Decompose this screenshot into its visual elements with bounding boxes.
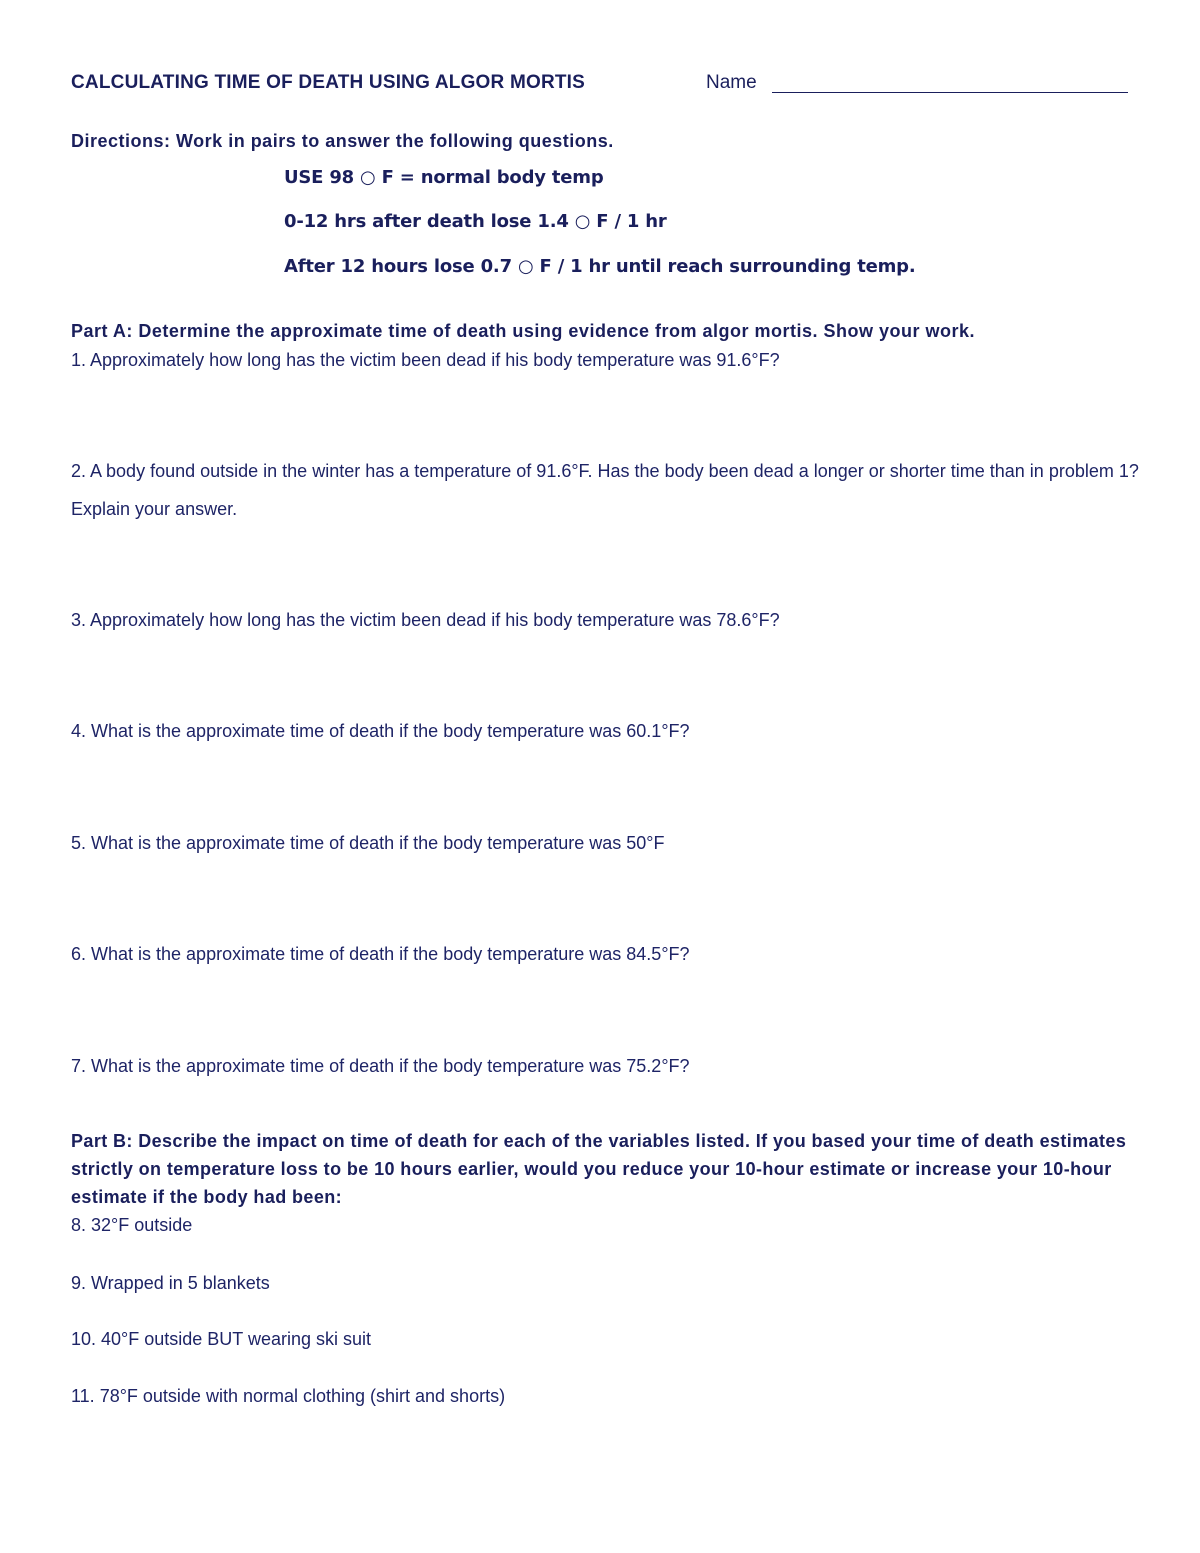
rule-normal-temp: USE 98 ○ F = normal body temp xyxy=(284,167,604,188)
rule-first-12-hours: 0-12 hrs after death lose 1.4 ○ F / 1 hr xyxy=(284,211,667,232)
question-3: 3. Approximately how long has the victim been dead if his body temperature was 78.6°F? xyxy=(71,610,780,630)
question-2: 2. A body found outside in the winter has a temperature of 91.6°F. Has the body been dead a longer or shorter time than in problem 1? Explain your answer. xyxy=(71,461,1139,519)
item-11: 11. 78°F outside with normal clothing (shirt and shorts) xyxy=(71,1386,506,1406)
part-a-heading: Part A: Determine the approximate time of death using evidence from algor mortis. Show your work. xyxy=(71,321,976,341)
question-1: 1. Approximately how long has the victim been dead if his body temperature was 91.6°F? xyxy=(71,350,780,370)
item-9: 9. Wrapped in 5 blankets xyxy=(71,1273,270,1293)
item-10: 10. 40°F outside BUT wearing ski suit xyxy=(71,1329,372,1349)
part-b-heading: Part B: Describe the impact on time of death for each of the variables listed. If you based your time of death estimates strictly on temperature loss to be 10 hours earlier, would you reduce your 10-hour estimate or increase your 10-hour estimate if the body had been: xyxy=(71,1131,1127,1207)
question-7: 7. What is the approximate time of death if the body temperature was 75.2°F? xyxy=(71,1056,690,1076)
name-blank-line xyxy=(772,92,1128,93)
question-5: 5. What is the approximate time of death if the body temperature was 50°F xyxy=(71,833,665,853)
rule-after-12-hours: After 12 hours lose 0.7 ○ F / 1 hr until reach surrounding temp. xyxy=(284,256,916,277)
directions: Directions: Work in pairs to answer the following questions. xyxy=(71,131,614,151)
item-8: 8. 32°F outside xyxy=(71,1215,193,1235)
worksheet-title: CALCULATING TIME OF DEATH USING ALGOR MORTIS xyxy=(71,72,586,93)
question-4: 4. What is the approximate time of death if the body temperature was 60.1°F? xyxy=(71,721,690,741)
name-label: Name xyxy=(706,72,757,93)
question-6: 6. What is the approximate time of death if the body temperature was 84.5°F? xyxy=(71,944,690,964)
